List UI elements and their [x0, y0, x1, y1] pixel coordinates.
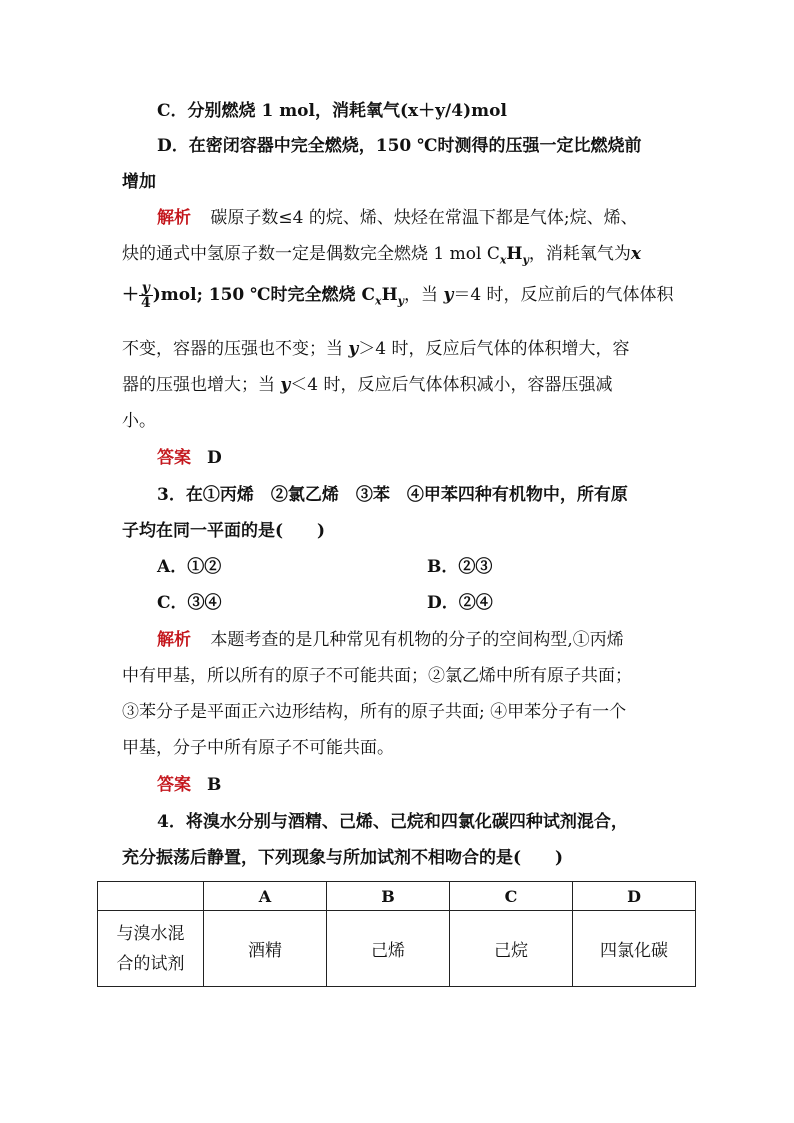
analysis-2-line-4: 甲基，分子中所有原子不可能共面。: [122, 738, 394, 758]
q3-option-a: A．①②: [157, 557, 222, 577]
analysis-1-line-2: 炔的通式中氢原子数一定是偶数完全燃烧 1 mol $C_xH_y$，消耗氧气为x: [122, 244, 641, 267]
option-c-text: 分别燃烧 1 mol，消耗氧气(x＋y/4)mol: [187, 101, 507, 121]
answer-2: 答案 B: [157, 775, 222, 795]
analysis-1-line-6: 小。: [122, 411, 156, 431]
question-4-table: [97, 881, 696, 987]
answer-value: D: [207, 448, 222, 468]
fraction-y-over-4: $\frac{y}{4}$: [141, 280, 151, 311]
question-4-line-2: 充分振荡后静置，下列现象与所加试剂不相吻合的是( ): [122, 848, 564, 868]
option-d-text: 在密闭容器中完全燃烧，150 ℃时测得的压强一定比燃烧前: [188, 136, 642, 156]
table-cell: 酒精: [204, 911, 327, 987]
question-3-line-2: 子均在同一平面的是( ): [122, 521, 326, 541]
analysis-1-line-5: 器的压强也增大；当 y＜4 时，反应后气体体积减小，容器压强减: [122, 375, 613, 395]
table-header-row: [98, 882, 696, 911]
table-cell: 四氯化碳: [573, 911, 696, 987]
table-header-cell: D: [573, 882, 696, 911]
analysis-1-line-4: 不变，容器的压强也不变；当 y＞4 时，反应后气体的体积增大，容: [122, 339, 630, 359]
table-header-cell: C: [450, 882, 573, 911]
answer-label: 答案: [157, 448, 191, 468]
table-row-label: 与溴水混 合的试剂: [98, 911, 204, 987]
analysis-2-line-2: 中有甲基，所以所有的原子不可能共面；②氯乙烯中所有原子共面；: [122, 666, 632, 686]
question-3-line-1: 3．在①丙烯 ②氯乙烯 ③苯 ④甲苯四种有机物中，所有原: [157, 485, 628, 505]
table-header-cell: B: [327, 882, 450, 911]
analysis-1-line-3: ＋ $\frac{y}{4}$ )mol; 150 ℃时完全燃烧 $C_xH_y$，当 y＝4 时，反应前后的气体体积: [122, 280, 674, 311]
analysis-2-line-1: 解析 本题考查的是几种常见有机物的分子的空间构型,①丙烯: [157, 630, 624, 650]
table-row: [98, 911, 696, 987]
option-d-cont: 增加: [122, 172, 156, 192]
table-cell: 己烷: [450, 911, 573, 987]
q3-option-c: C．③④: [157, 593, 222, 613]
q3-option-d: D．②④: [427, 593, 493, 613]
table-header-cell: A: [204, 882, 327, 911]
analysis-label: 解析: [157, 208, 191, 228]
analysis-1-line-1: 解析 碳原子数≤4 的烷、烯、炔烃在常温下都是气体;烷、烯、: [157, 208, 638, 228]
analysis-2-line-3: ③苯分子是平面正六边形结构，所有的原子共面; ④甲苯分子有一个: [122, 702, 627, 722]
question-4-line-1: 4．将溴水分别与酒精、己烯、己烷和四氯化碳四种试剂混合，: [157, 812, 628, 832]
table-cell: 己烯: [327, 911, 450, 987]
q3-option-b: B．②③: [427, 557, 493, 577]
option-c: C．分别燃烧 1 mol，消耗氧气(x＋y/4)mol: [157, 101, 507, 121]
option-d: D．在密闭容器中完全燃烧，150 ℃时测得的压强一定比燃烧前: [157, 136, 642, 156]
table-header-cell: [98, 882, 204, 911]
answer-1: [157, 446, 222, 470]
